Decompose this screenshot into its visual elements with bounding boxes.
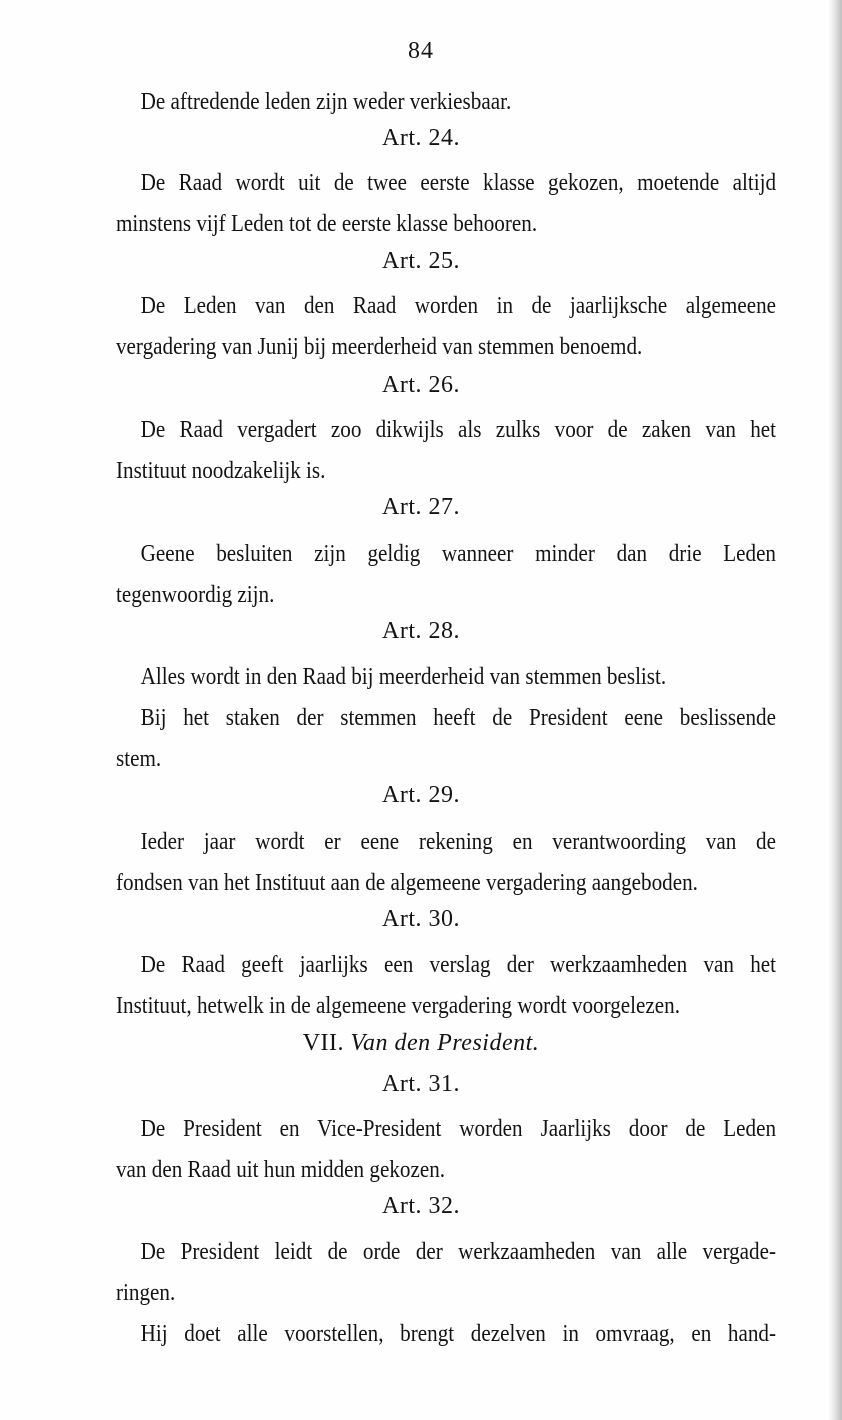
text-line: De Raad wordt uit de twee eerste klasse gekozen, moetende altijd <box>140 170 776 196</box>
text-line: tegenwoordig zijn. <box>116 582 275 608</box>
text-line: fondsen van het Instituut aan de algemeene vergadering aangeboden. <box>116 870 698 896</box>
text-line: van den Raad uit hun midden gekozen. <box>116 1157 446 1183</box>
paragraph-art28 <box>116 657 776 780</box>
paragraph-art32 <box>116 1232 776 1355</box>
paragraph-art25 <box>116 286 776 368</box>
text-line: Instituut, hetwelk in de algemeene vergadering wordt voorgelezen. <box>116 993 680 1019</box>
text-line: Alles wordt in den Raad bij meerderheid van stemmen beslist. <box>140 664 667 690</box>
article-heading-30: Art. 30. <box>382 906 460 932</box>
paragraph-art27 <box>116 534 776 616</box>
paragraph-art30 <box>116 945 776 1027</box>
article-heading-29: Art. 29. <box>382 782 460 808</box>
text-line: De President en Vice-President worden Jaarlijks door de Leden <box>140 1116 776 1142</box>
paragraph-art24 <box>116 163 776 245</box>
section-heading-vii <box>0 1030 842 1057</box>
text-line: De Leden van den Raad worden in de jaarlijksche algemeene <box>140 293 776 319</box>
paragraph-aftredende <box>116 82 697 123</box>
text-line: De aftredende leden zijn weder verkiesbaar. <box>140 89 512 115</box>
text-line: stem. <box>116 746 162 772</box>
text-line: De Raad vergadert zoo dikwijls als zulks voor de zaken van het <box>140 417 776 443</box>
page-number: 84 <box>408 38 434 64</box>
article-heading-28: Art. 28. <box>382 618 460 644</box>
article-heading-31: Art. 31. <box>382 1071 460 1097</box>
article-heading-24: Art. 24. <box>382 125 460 151</box>
section-title: Van den President. <box>350 1030 540 1056</box>
text-line: Bij het staken der stemmen heeft de President eene beslissende <box>140 705 776 731</box>
text-line: Ieder jaar wordt er eene rekening en verantwoording van de <box>140 829 776 855</box>
text-line: minstens vijf Leden tot de eerste klasse behooren. <box>116 211 538 237</box>
text-line: De President leidt de orde der werkzaamheden van alle vergade- <box>140 1239 776 1265</box>
article-heading-26: Art. 26. <box>382 372 460 398</box>
text-line: ringen. <box>116 1280 176 1306</box>
text-line: Hij doet alle voorstellen, brengt dezelven in omvraag, en hand- <box>140 1321 776 1347</box>
article-heading-27: Art. 27. <box>382 494 460 520</box>
article-heading-32: Art. 32. <box>382 1193 460 1219</box>
paragraph-art26 <box>116 410 776 492</box>
text-line: De Raad geeft jaarlijks een verslag der werkzaamheden van het <box>140 952 776 978</box>
paragraph-art29 <box>116 822 776 904</box>
text-line: vergadering van Junij bij meerderheid van stemmen benoemd. <box>116 334 643 360</box>
text-line: Geene besluiten zijn geldig wanneer minder dan drie Leden <box>140 541 776 567</box>
paragraph-art31 <box>116 1109 776 1191</box>
article-heading-25: Art. 25. <box>382 248 460 274</box>
section-number: VII. <box>302 1030 345 1056</box>
text-line: Instituut noodzakelijk is. <box>116 458 326 484</box>
